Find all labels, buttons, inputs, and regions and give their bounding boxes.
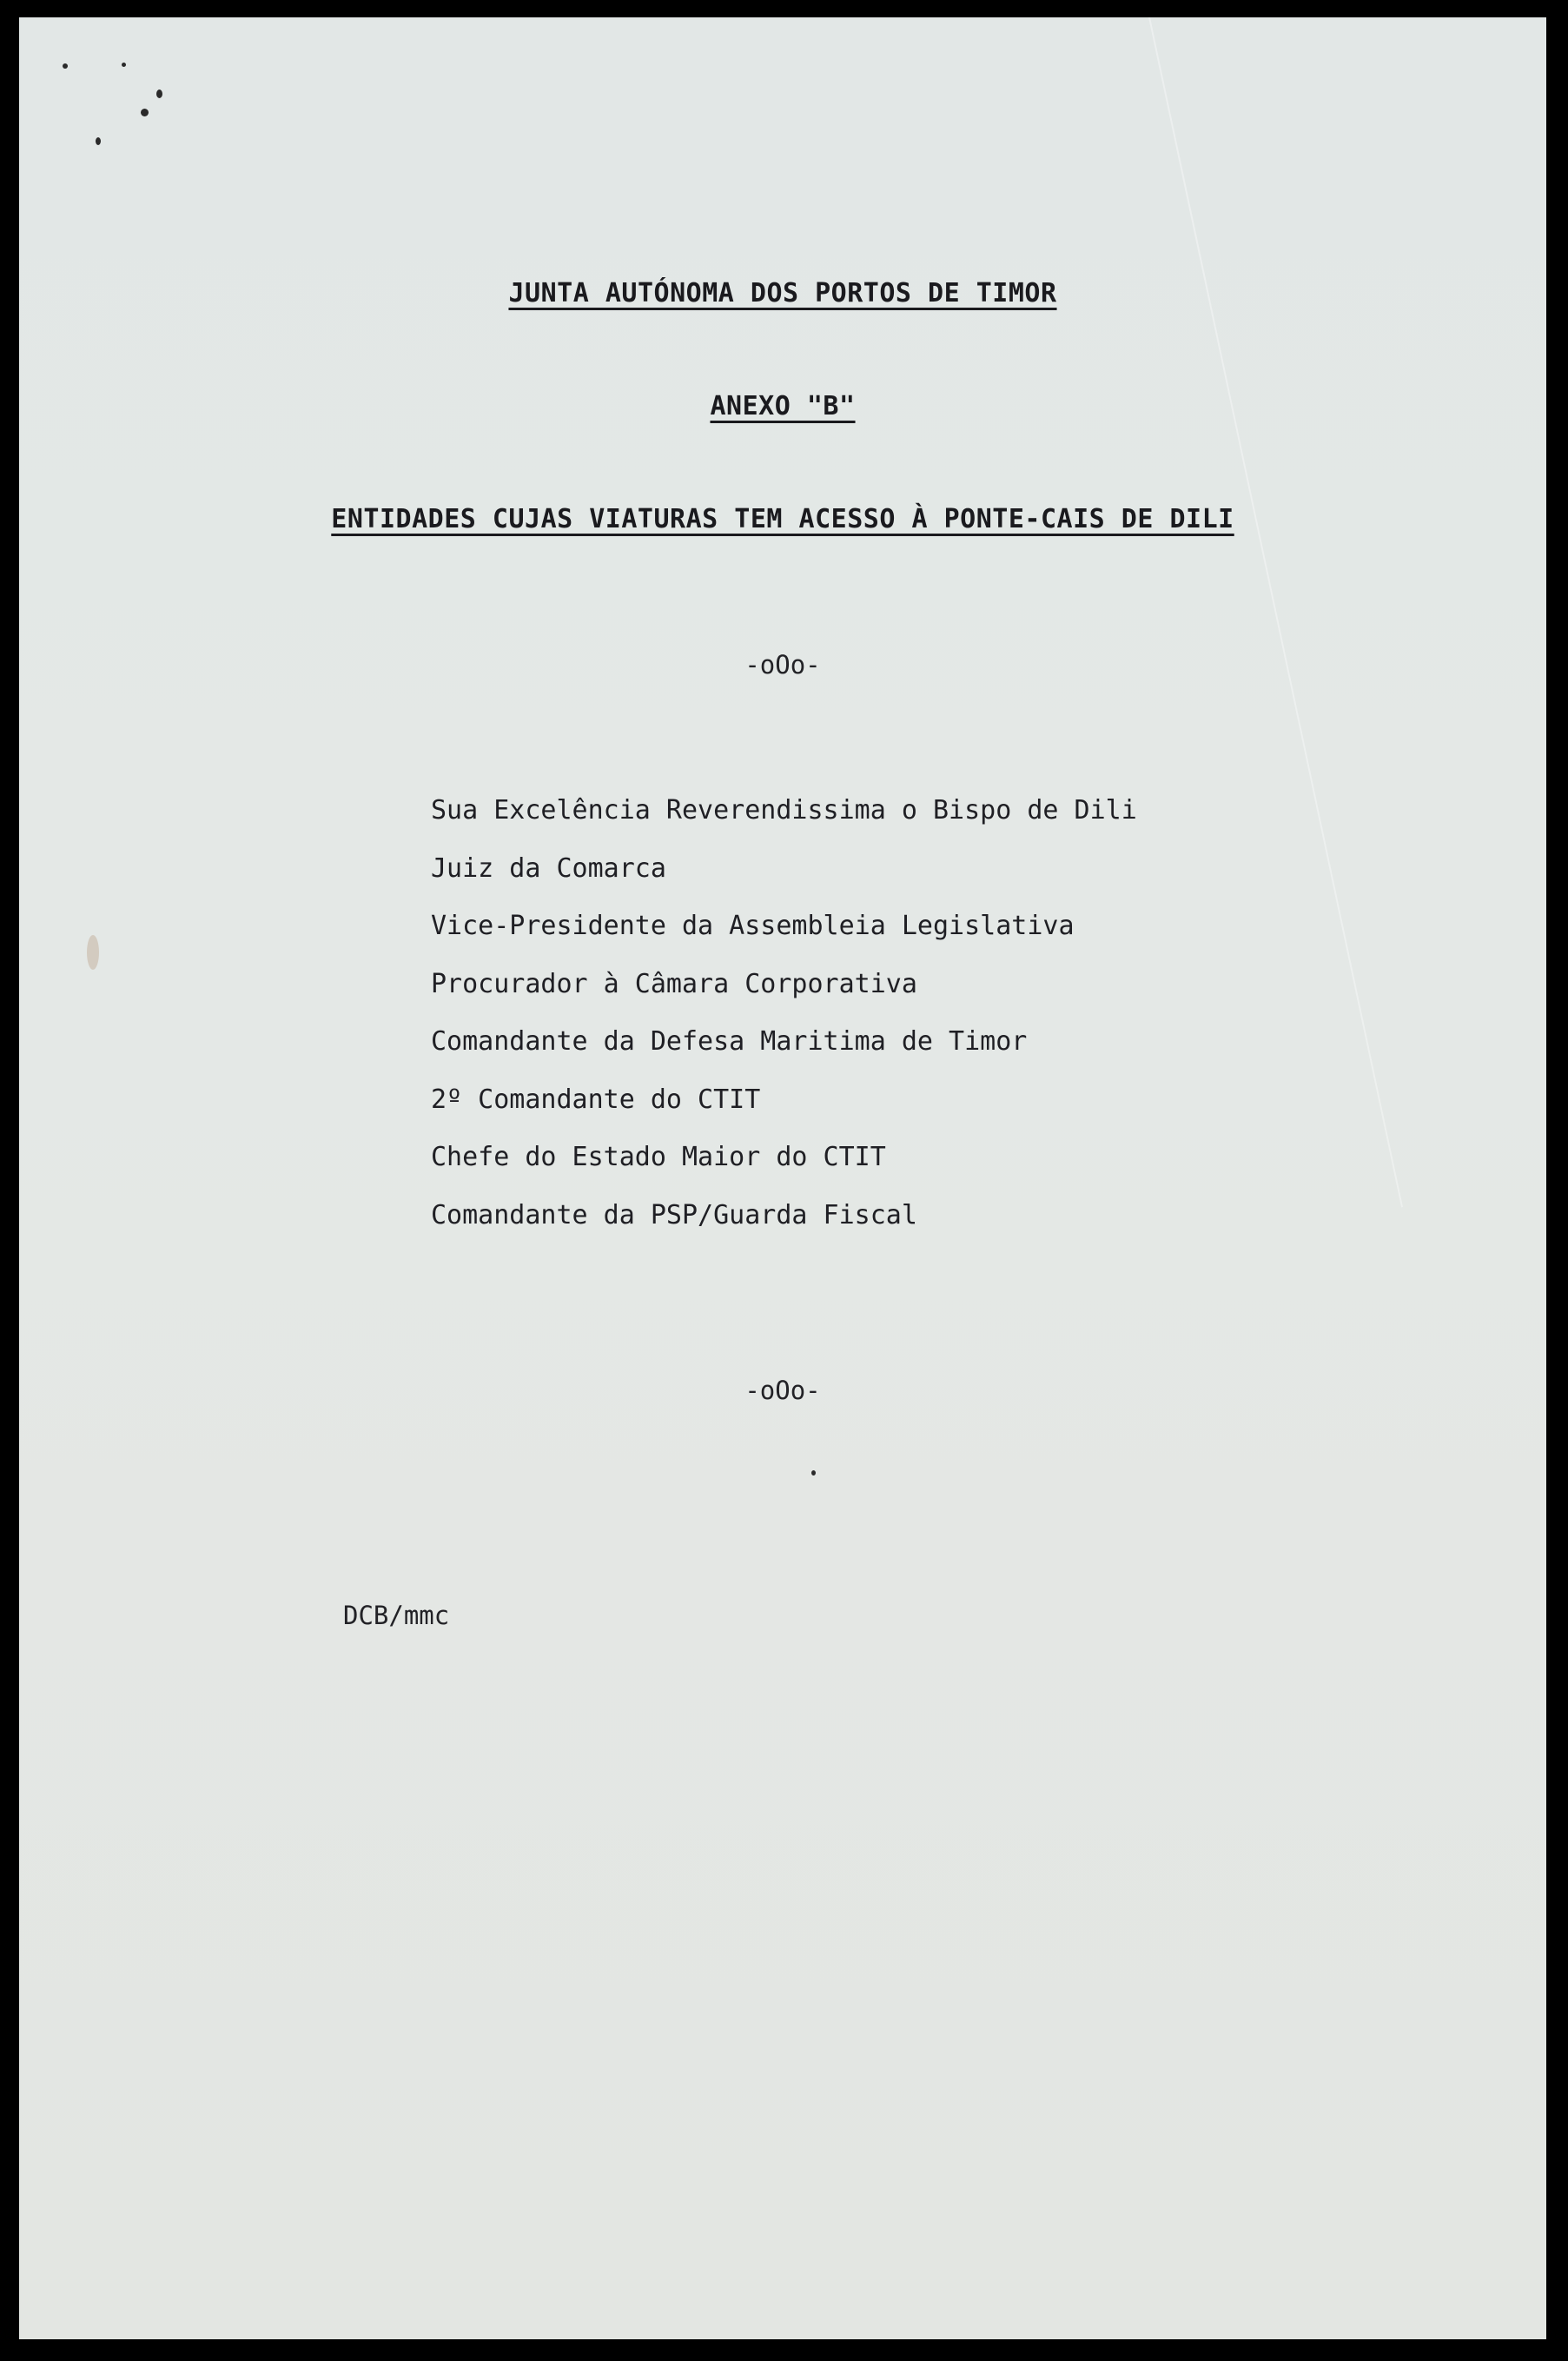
ink-speck <box>63 63 68 69</box>
list-item: Chefe do Estado Maior do CTIT <box>431 1142 886 1172</box>
list-item: Procurador à Câmara Corporativa <box>431 968 917 999</box>
separator-top: -oOo- <box>744 650 821 680</box>
stain-spot <box>87 935 99 970</box>
ink-speck <box>96 137 101 145</box>
ink-speck <box>141 109 149 116</box>
ink-speck <box>156 90 162 98</box>
list-item: Sua Excelência Reverendissima o Bispo de Dili <box>431 795 1137 826</box>
document-page <box>19 17 1546 2339</box>
reference-initials: DCB/mmc <box>343 1601 450 1630</box>
ink-speck <box>811 1470 816 1476</box>
org-title: JUNTA AUTÓNOMA DOS PORTOS DE TIMOR <box>508 278 1057 308</box>
list-item: Vice-Presidente da Assembleia Legislativa <box>431 911 1075 941</box>
list-item: Comandante da Defesa Maritima de Timor <box>431 1026 1028 1057</box>
paper-fold-mark <box>1148 17 1403 1207</box>
ink-speck <box>122 63 126 67</box>
entity-list <box>431 782 1137 1244</box>
subject-title: ENTIDADES CUJAS VIATURAS TEM ACESSO À PONTE-CAIS DE DILI <box>331 504 1234 534</box>
list-item: Comandante da PSP/Guarda Fiscal <box>431 1199 917 1230</box>
list-item: Juiz da Comarca <box>431 852 666 884</box>
list-item: 2º Comandante do CTIT <box>431 1084 761 1115</box>
annex-title: ANEXO "B" <box>710 391 856 421</box>
separator-bottom: -oOo- <box>744 1376 821 1405</box>
